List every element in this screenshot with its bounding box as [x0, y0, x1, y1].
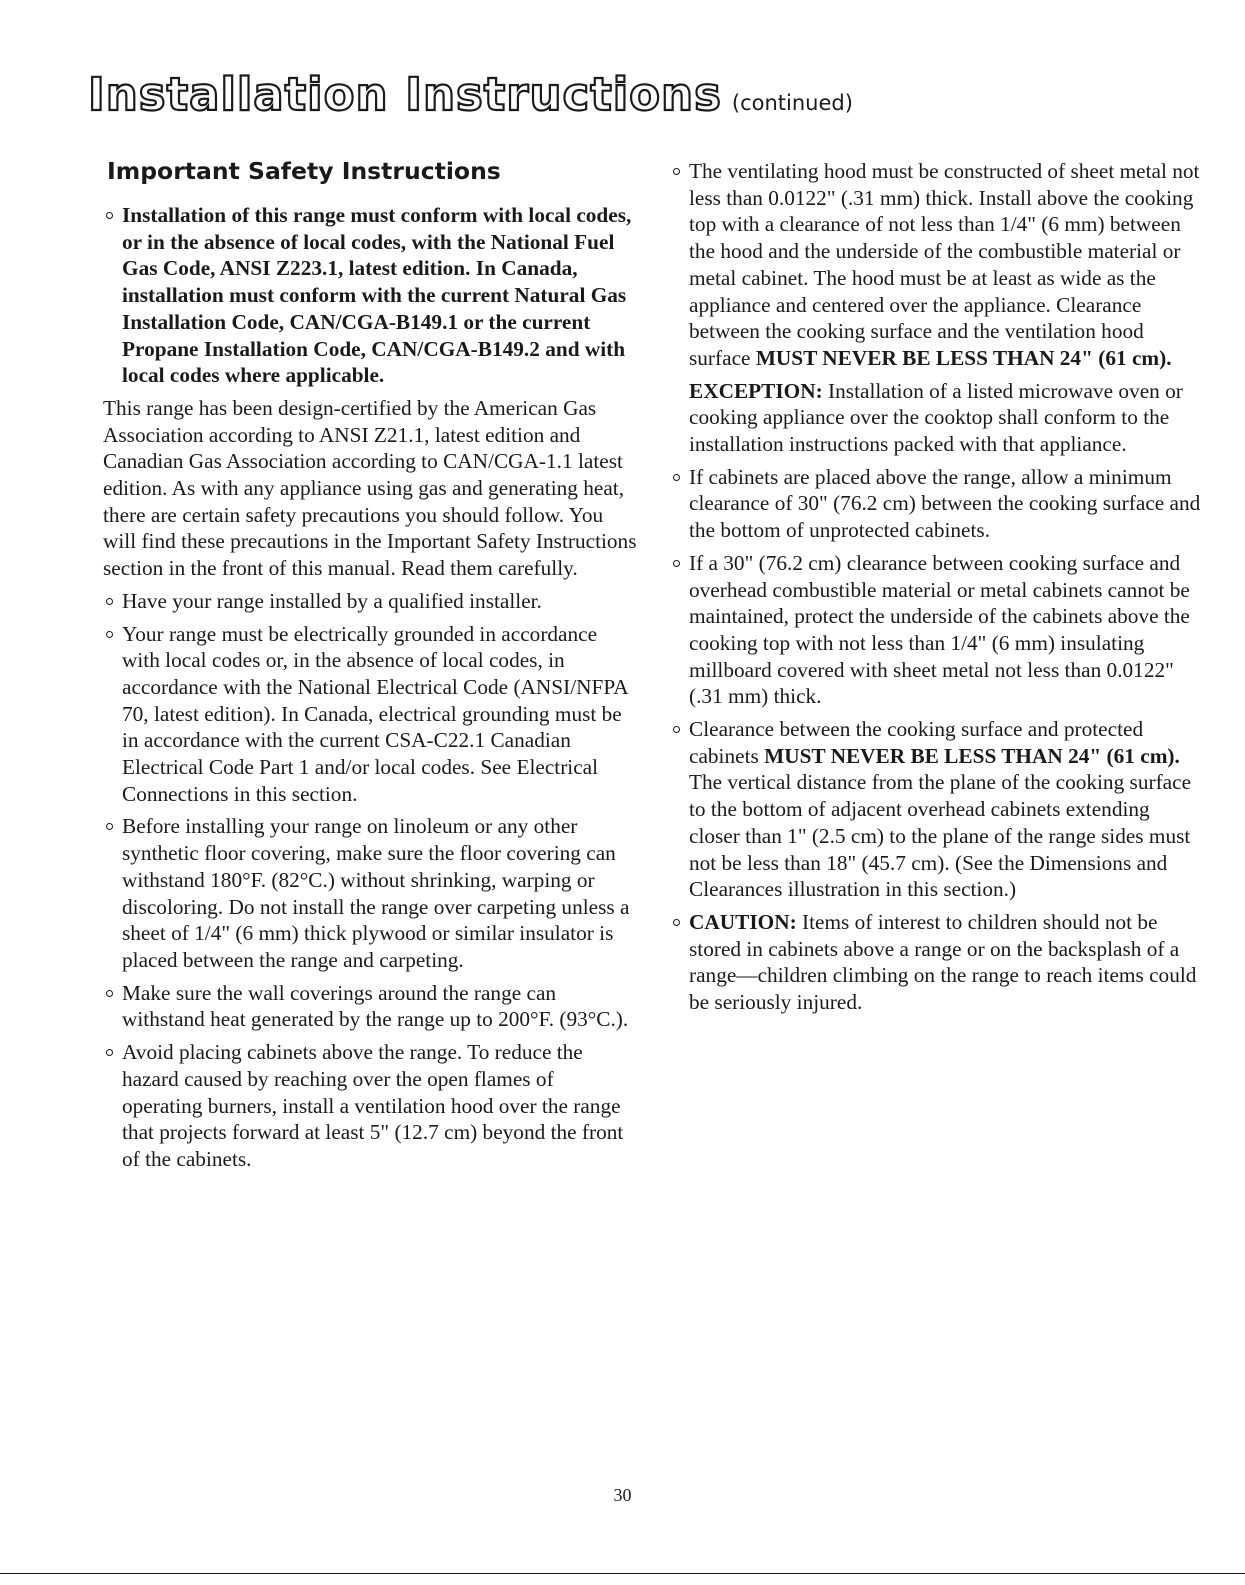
protected-before: Clearance between the cooking surface and protected cabinets — [689, 717, 1144, 768]
right-column — [670, 158, 1202, 1022]
page-number: 30 — [613, 1485, 632, 1505]
hood-text: The ventilating hood must be constructed of sheet metal not less than 0.0122" (.31 mm) thick. Install above the cooking top with a clearance of not less than 1/4" (6 mm) between the hood and the underside of the combustible material or metal cabinet. The hood must be at least as wide as the appliance and centered over the appliance. Clearance between the cooking surface and the ventilation hood surface — [689, 159, 1200, 370]
hood-warning: MUST NEVER BE LESS THAN 24" (61 cm). — [755, 345, 1172, 370]
list-item: Make sure the wall coverings around the range can withstand heat generated by the range up to 200°F. (93°C.). — [103, 980, 637, 1033]
list-item: Avoid placing cabinets above the range. To reduce the hazard caused by reaching over the open flames of operating burners, install a ventilation hood over the range that projects forward at least 5" (12.7 cm) beyond the front of the cabinets. — [103, 1039, 637, 1173]
left-column — [103, 156, 637, 1179]
exception-text: Installation of a listed microwave oven or cooking appliance over the cooktop shall conform to the installation instructions packed with that appliance. — [689, 378, 1183, 457]
protected-warning: MUST NEVER BE LESS THAN 24" (61 cm). — [764, 743, 1180, 768]
list-item: If a 30" (76.2 cm) clearance between cooking surface and overhead combustible material or metal cabinets cannot be maintained, protect the underside of the cabinets above the cooking top with not less than 1/4" (6 mm) insulating millboard covered with sheet metal not less than 0.0122" (.31 mm) thick. — [670, 550, 1202, 710]
page-title: Installation Instructions — [88, 68, 722, 121]
installation-codes-bullet: Installation of this range must conform with local codes, or in the absence of local codes, with the National Fuel Gas Code, ANSI Z223.1, latest edition. In Canada, installation must conform with the current Natural Gas Installation Code, CAN/CGA-B149.1 or the current Propane Installation Code, CAN/CGA-B149.2 and with local codes where applicable. — [103, 202, 637, 389]
list-item: Your range must be electrically grounded in accordance with local codes or, in the absence of local codes, in accordance with the National Electrical Code (ANSI/NFPA 70, latest edition). In Canada, electrical grounding must be in accordance with the current CSA-C22.1 Canadian Electrical Code Part 1 and/or local codes. See Electrical Connections in this section. — [103, 621, 637, 808]
list-item: If cabinets are placed above the range, allow a minimum clearance of 30" (76.2 cm) between the cooking surface and the bottom of unprotected cabinets. — [670, 464, 1202, 544]
ventilating-hood-bullet — [670, 158, 1202, 372]
exception-note — [670, 378, 1202, 458]
list-item: Have your range installed by a qualified installer. — [103, 588, 637, 615]
protected-cabinets-bullet — [670, 716, 1202, 903]
exception-label: EXCEPTION: — [689, 378, 823, 403]
section-heading: Important Safety Instructions — [107, 157, 501, 185]
page-title-suffix: (continued) — [731, 91, 853, 115]
caution-label: CAUTION: — [689, 909, 797, 934]
list-item: Before installing your range on linoleum or any other synthetic floor covering, make sure the floor covering can withstand 180°F. (82°C.) without shrinking, warping or discoloring. Do not install the range over carpeting unless a sheet of 1/4" (6 mm) thick plywood or similar insulator is placed between the range and carpeting. — [103, 813, 637, 973]
caution-text: Items of interest to children should not be stored in cabinets above a range or on the backsplash of a range—children climbing on the range to reach items could be seriously injured. — [689, 909, 1197, 1015]
page-header — [88, 68, 853, 121]
certification-paragraph: This range has been design-certified by the American Gas Association according to ANSI Z21.1, latest edition and Canadian Gas Association according to CAN/CGA-1.1 latest edition. As with any appliance using gas and generating heat, there are certain safety precautions you should follow. You will find these precautions in the Important Safety Instructions section in the front of this manual. Read them carefully. — [103, 395, 637, 581]
protected-after: The vertical distance from the plane of the cooking surface to the bottom of adjacent overhead cabinets extending closer than 1" (2.5 cm) to the plane of the range sides must not be less than 18" (45.7 cm). (See the Dimensions and Clearances illustration in this section.) — [689, 770, 1192, 902]
caution-bullet — [670, 909, 1202, 1016]
bottom-rule — [0, 1573, 1245, 1574]
